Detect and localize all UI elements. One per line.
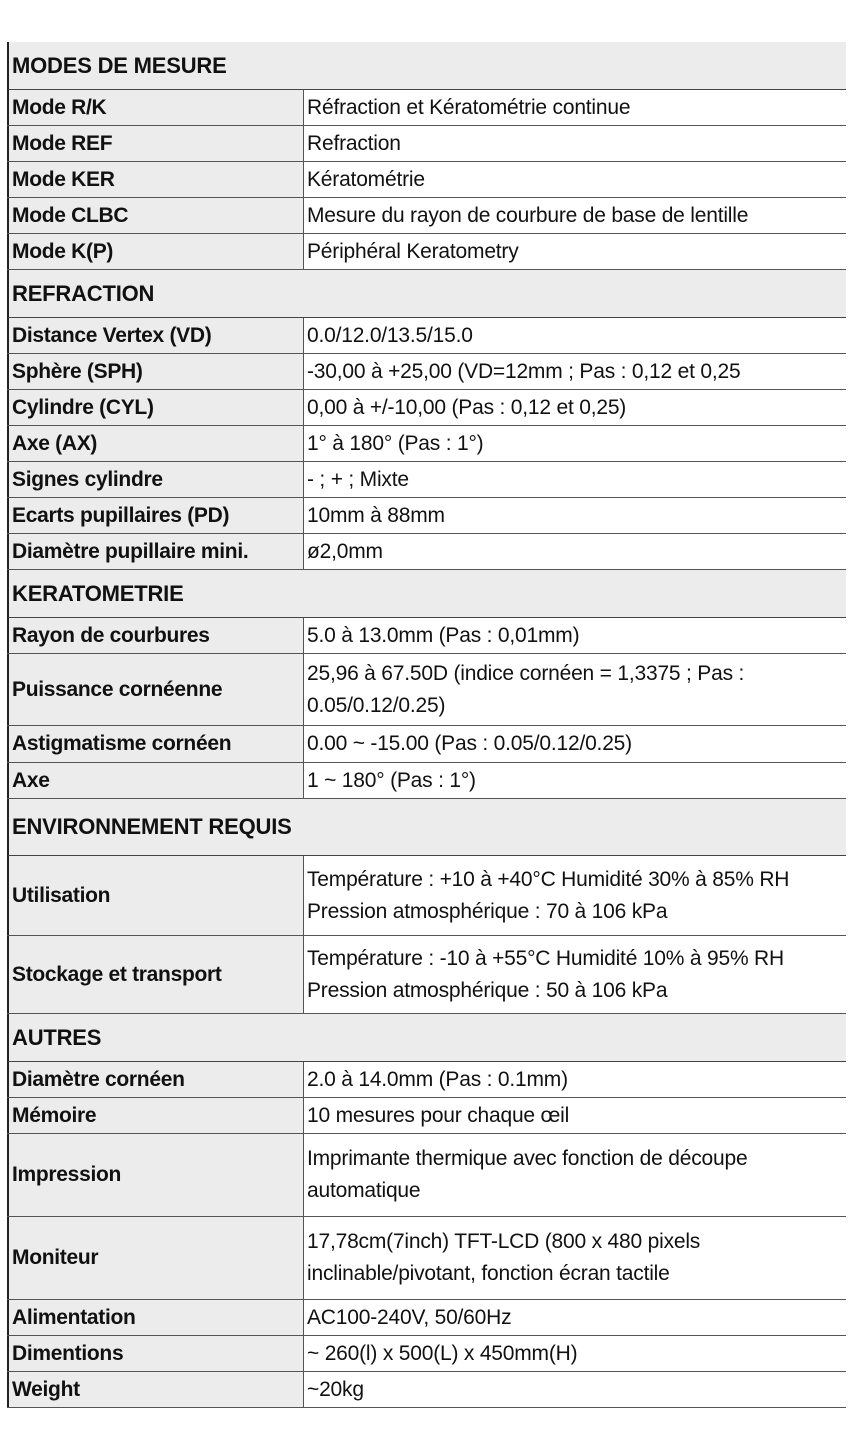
row-label: Axe (AX) — [7, 426, 304, 461]
row-label: Weight — [7, 1372, 304, 1407]
row-value: 2.0 à 14.0mm (Pas : 0.1mm) — [307, 1067, 568, 1091]
table-row — [7, 1062, 846, 1098]
row-value-cell — [304, 618, 846, 653]
table-row — [7, 618, 846, 654]
row-value-cell — [304, 462, 846, 497]
row-value-cell — [304, 654, 846, 725]
row-label: Alimentation — [7, 1300, 304, 1335]
table-row — [7, 234, 846, 270]
row-value: 5.0 à 13.0mm (Pas : 0,01mm) — [307, 623, 580, 647]
row-label: Mode KER — [7, 162, 304, 197]
row-label: Mode REF — [7, 126, 304, 161]
row-value: 1 ~ 180° (Pas : 1°) — [307, 768, 476, 792]
table-row — [7, 1300, 846, 1336]
section-header: AUTRES — [7, 1014, 846, 1062]
table-row — [7, 90, 846, 126]
table-row — [7, 1098, 846, 1134]
row-label: Axe — [7, 763, 304, 798]
row-label: Stockage et transport — [7, 936, 304, 1013]
row-value: 1° à 180° (Pas : 1°) — [307, 431, 484, 455]
row-value-cell — [304, 1062, 846, 1097]
row-label: Distance Vertex (VD) — [7, 318, 304, 353]
row-value-cell — [304, 1300, 846, 1335]
row-label: Ecarts pupillaires (PD) — [7, 498, 304, 533]
row-value-cell — [304, 763, 846, 798]
row-value-cell — [304, 1336, 846, 1371]
row-value: Température : +10 à +40°C Humidité 30% à 85% RH Pression atmosphérique : 70 à 106 kPa — [307, 867, 790, 923]
row-label: Signes cylindre — [7, 462, 304, 497]
table-row — [7, 534, 846, 570]
table-row — [7, 654, 846, 726]
row-value: AC100-240V, 50/60Hz — [307, 1305, 512, 1329]
row-label: Utilisation — [7, 856, 304, 935]
row-value: ~20kg — [307, 1377, 364, 1401]
row-label: Dimentions — [7, 1336, 304, 1371]
row-value: ø2,0mm — [307, 539, 383, 563]
row-label: Impression — [7, 1134, 304, 1216]
table-row — [7, 318, 846, 354]
table-row — [7, 426, 846, 462]
row-value: Réfraction et Kératométrie continue — [307, 95, 631, 119]
table-row — [7, 1336, 846, 1372]
row-value-cell — [304, 426, 846, 461]
row-value-cell — [304, 1217, 846, 1299]
row-label: Puissance cornéenne — [7, 654, 304, 725]
row-value-cell — [304, 354, 846, 389]
row-label: Moniteur — [7, 1217, 304, 1299]
table-row — [7, 936, 846, 1014]
row-value-cell — [304, 1372, 846, 1407]
row-value-cell — [304, 726, 846, 762]
row-value: 0,00 à +/-10,00 (Pas : 0,12 et 0,25) — [307, 395, 627, 419]
table-row — [7, 1217, 846, 1300]
row-label: Diamètre pupillaire mini. — [7, 534, 304, 569]
row-label: Mode CLBC — [7, 198, 304, 233]
row-value: Kératométrie — [307, 167, 425, 191]
row-label: Sphère (SPH) — [7, 354, 304, 389]
table-row — [7, 726, 846, 763]
row-value-cell — [304, 234, 846, 269]
row-value: 0.0/12.0/13.5/15.0 — [307, 323, 473, 347]
table-row — [7, 390, 846, 426]
spec-table — [7, 42, 846, 1408]
section-header: KERATOMETRIE — [7, 570, 846, 618]
row-value: Périphéral Keratometry — [307, 239, 519, 263]
table-row — [7, 856, 846, 936]
table-row — [7, 763, 846, 799]
row-value: Imprimante thermique avec fonction de découpe automatique — [307, 1147, 748, 1202]
row-value: Mesure du rayon de courbure de base de lentille — [307, 203, 749, 227]
row-value-cell — [304, 936, 846, 1013]
table-row — [7, 1372, 846, 1408]
row-label: Mémoire — [7, 1098, 304, 1133]
section-header: MODES DE MESURE — [7, 42, 846, 90]
table-row — [7, 498, 846, 534]
row-value-cell — [304, 498, 846, 533]
row-value: 17,78cm(7inch) TFT-LCD (800 x 480 pixels inclinable/pivotant, fonction écran tactile — [307, 1230, 701, 1285]
row-value: Température : -10 à +55°C Humidité 10% à 95% RH Pression atmosphérique : 50 à 106 kPa — [307, 946, 784, 1002]
row-value: ~ 260(l) x 500(L) x 450mm(H) — [307, 1341, 578, 1365]
row-value: -30,00 à +25,00 (VD=12mm ; Pas : 0,12 et 0,25 — [307, 359, 741, 383]
row-label: Rayon de courbures — [7, 618, 304, 653]
section-header: ENVIRONNEMENT REQUIS — [7, 799, 846, 856]
row-label: Mode K(P) — [7, 234, 304, 269]
row-value-cell — [304, 1098, 846, 1133]
row-label: Mode R/K — [7, 90, 304, 125]
row-value-cell — [304, 318, 846, 353]
row-value-cell — [304, 162, 846, 197]
row-value: 10mm à 88mm — [307, 503, 445, 527]
row-value: - ; + ; Mixte — [307, 467, 409, 491]
table-row — [7, 1134, 846, 1217]
row-value: 0.00 ~ -15.00 (Pas : 0.05/0.12/0.25) — [307, 732, 632, 755]
row-value-cell — [304, 534, 846, 569]
row-value-cell — [304, 856, 846, 935]
row-value: Refraction — [307, 131, 401, 155]
row-value-cell — [304, 198, 846, 233]
row-value: 10 mesures pour chaque œil — [307, 1103, 570, 1127]
row-value-cell — [304, 1134, 846, 1216]
section-header: REFRACTION — [7, 270, 846, 318]
table-row — [7, 162, 846, 198]
row-label: Cylindre (CYL) — [7, 390, 304, 425]
table-row — [7, 126, 846, 162]
row-value-cell — [304, 390, 846, 425]
row-value-cell — [304, 90, 846, 125]
table-row — [7, 354, 846, 390]
row-label: Astigmatisme cornéen — [7, 726, 304, 762]
row-label: Diamètre cornéen — [7, 1062, 304, 1097]
table-row — [7, 198, 846, 234]
row-value-cell — [304, 126, 846, 161]
table-row — [7, 462, 846, 498]
row-value: 25,96 à 67.50D (indice cornéen = 1,3375 ; Pas : 0.05/0.12/0.25) — [307, 661, 745, 717]
